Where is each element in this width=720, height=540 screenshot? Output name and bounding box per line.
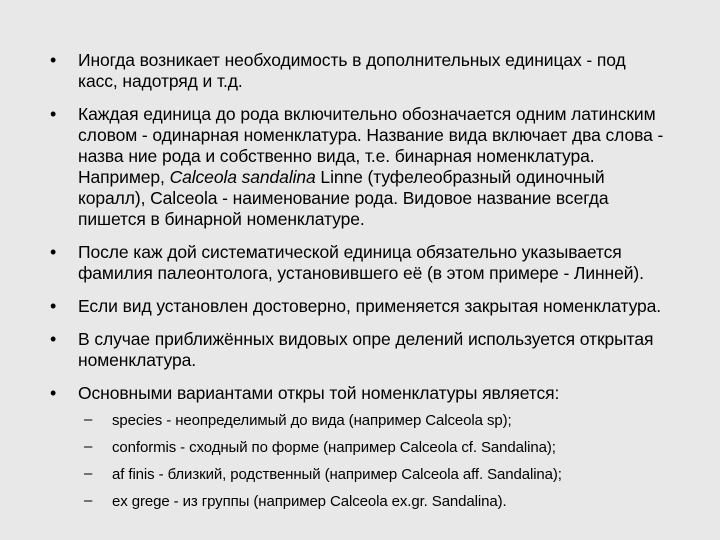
dash-icon: – — [84, 492, 93, 509]
bullet-item — [50, 104, 666, 230]
bullet-item — [50, 242, 666, 284]
sub-item — [84, 493, 666, 511]
bullet-item — [50, 383, 666, 511]
bullet-item — [50, 50, 666, 92]
sub-item-text: af finis - близкий, родственный (например Calceola aff. Sandalina); — [112, 466, 562, 483]
dash-icon: – — [84, 411, 93, 428]
sub-item — [84, 466, 666, 484]
bullet-icon: • — [50, 329, 57, 349]
sub-item-text: species - неопределимый до вида (например Calceola sp); — [112, 412, 512, 429]
bullet-text: Иногда возникает необходимость в дополнительных единицах - под касс, надотряд и т.д. — [78, 50, 626, 91]
dash-icon: – — [84, 438, 93, 455]
species-name: Calceola sandalina — [169, 167, 316, 187]
bullet-icon: • — [50, 383, 57, 403]
bullet-icon: • — [50, 242, 57, 262]
bullet-text: Каждая единица до рода включительно обозначается одним латинским словом - одинарная номенклатура. Название вида включает два слова - назва ние рода и собственно вида, т.е. бинарная номенклатура. Например, — [78, 104, 664, 187]
bullet-list — [50, 50, 666, 511]
sub-item-text: ex grege - из группы (например Calceola ex.gr. Sandalina). — [112, 493, 507, 510]
bullet-text: Если вид установлен достоверно, применяется закрытая номенклатура. — [78, 296, 662, 316]
bullet-item — [50, 329, 666, 371]
bullet-item — [50, 296, 666, 317]
dash-icon: – — [84, 465, 93, 482]
sub-list — [78, 412, 666, 511]
bullet-text: Основными вариантами откры той номенклатуры является: — [78, 383, 560, 403]
sub-item — [84, 439, 666, 457]
bullet-icon: • — [50, 50, 57, 70]
bullet-text: После каж дой систематической единица обязательно указывается фамилия палеонтолога, установившего её (в этом примере - Линней). — [78, 242, 644, 283]
sub-item — [84, 412, 666, 430]
bullet-text-continued: Linne (туфелеобразный одиночный коралл), Calceola - наименование рода. Видовое название всегда пишется в бинарной номенклатуре. — [78, 167, 609, 229]
bullet-icon: • — [50, 296, 57, 316]
sub-item-text: conformis - сходный по форме (например Calceola cf. Sandalina); — [112, 439, 556, 456]
bullet-text: В случае приближённых видовых опре делений используется открытая номенклатура. — [78, 329, 654, 370]
bullet-icon: • — [50, 104, 57, 124]
